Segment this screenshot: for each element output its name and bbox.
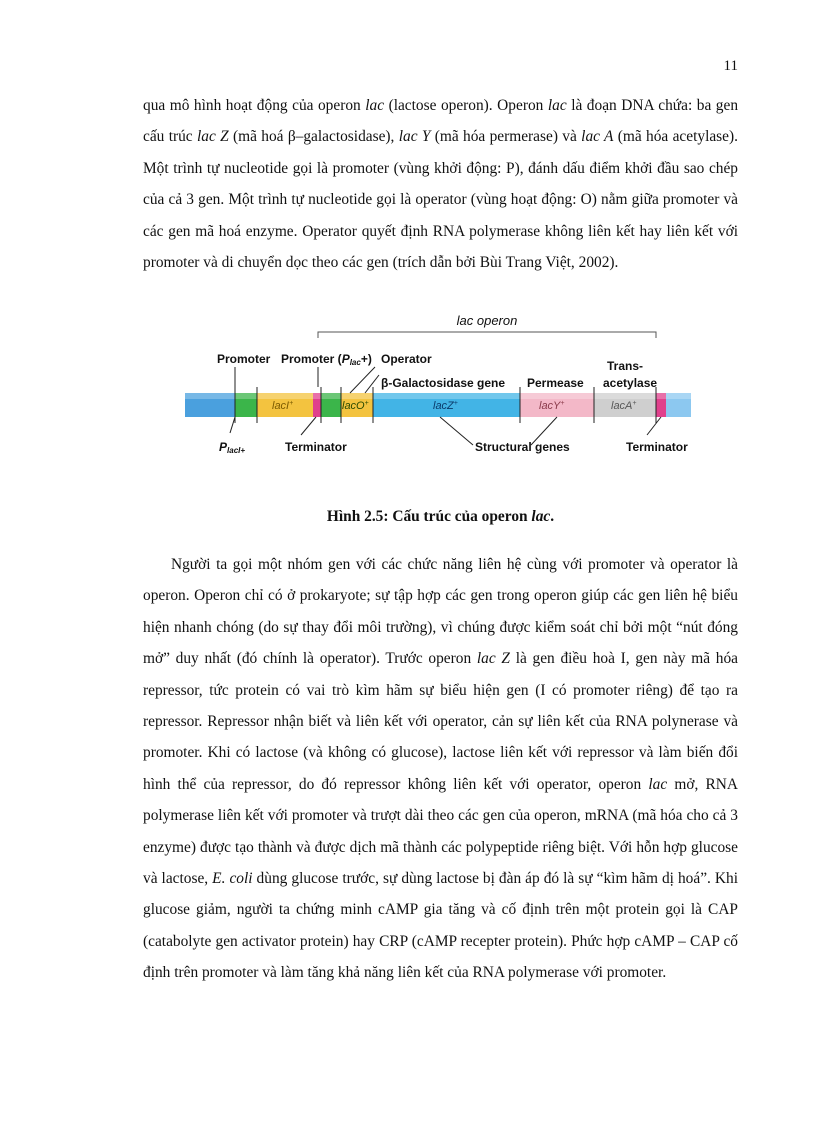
- text-run: dùng glucose trước, sự dùng lactose bị đàn áp đó là sự “kìm hãm dị hoá”. Khi glucose giảm, người ta chứng minh cAMP gia tăng và cố định trên một protein gọi là CAP (catabolyte gen activator protein) hay CRP (cAMP recepter protein). Phức hợp cAMP – CAP cố định trên promoter và làm tăng khả năng liên kết của RNA polymerase với promoter.: [143, 870, 738, 982]
- italic-text: lac Z: [196, 128, 229, 146]
- italic-text: lac Z: [476, 650, 510, 668]
- text-run: (mã hoá β–galactosidase),: [228, 128, 399, 146]
- operon-title: lac operon: [456, 313, 518, 328]
- text-run: Người ta gọi một nhóm gen với các chức năng liên hệ cùng với promoter và operator là operon. Operon chỉ có ở prokaryote; sự tập hợp các gen trong operon giúp các gen liên hệ biểu hiện nhanh chóng (do sự thay đổi môi trường), vì chúng được kiểm soát chỉ bởi một “nút đóng mở” duy nhất (đó chính là operator). Trước operon: [143, 556, 738, 668]
- italic-text: E. coli: [212, 870, 253, 888]
- promoter2-label: Promoter (Plac+): [281, 352, 372, 367]
- laca-label: lacA+: [611, 400, 637, 412]
- figure-caption: [143, 508, 738, 526]
- paragraph-1: [143, 90, 738, 278]
- operon-bracket: [318, 332, 656, 338]
- italic-text: lac A: [581, 128, 614, 146]
- italic-text: lac: [648, 775, 668, 793]
- caption-period: .: [550, 508, 555, 525]
- terminator2-label: Terminator: [626, 440, 688, 454]
- beta-gal-label: β-Galactosidase gene: [381, 376, 506, 390]
- structural-genes-label: Structural genes: [475, 440, 570, 454]
- text-run: (lactose operon). Operon: [384, 97, 548, 114]
- page-number: 11: [723, 58, 738, 74]
- lac-operon-figure: [175, 305, 705, 480]
- text-run: (mã hóa permerase) và: [430, 128, 582, 146]
- placi-label: PlacI+: [219, 440, 246, 455]
- permease-label: Permease: [527, 376, 584, 390]
- italic-text: lac: [547, 97, 567, 114]
- operator-label: Operator: [381, 352, 432, 366]
- caption-italic: lac: [531, 508, 551, 525]
- trans-label: Trans-: [607, 359, 644, 373]
- caption-text: Hình 2.5: Cấu trúc của operon: [326, 508, 532, 525]
- paragraph-2: [143, 549, 738, 989]
- laci-label: lacI+: [272, 400, 294, 412]
- italic-text: lac Y: [398, 128, 431, 146]
- text-run: là gen điều hoà I, gen này mã hóa repressor, tức protein có vai trò kìm hãm sự biểu hiện gen (I có promoter riêng) để tạo ra repressor. Repressor nhận biết và liên kết với operator, cản sự liên kết của RNA polynerase và promoter. Khi có lactose (và không có glucose), lactose liên kết với repressor và làm biến đổi hình thể của repressor, do đó repressor không liên kết với operator, operon: [143, 650, 738, 793]
- text-run: qua mô hình hoạt động của operon: [143, 97, 366, 114]
- promoter1-label: Promoter: [217, 352, 271, 366]
- italic-text: lac: [365, 97, 385, 114]
- lacz-label: lacZ+: [433, 400, 458, 412]
- laco-label: lacO+: [342, 400, 369, 412]
- lacy-label: lacY+: [539, 400, 565, 412]
- acetylase-label: acetylase: [603, 376, 658, 390]
- text-run: mở, RNA polymerase liên kết với promoter và trượt dài theo các gen của operon, mRNA (mã hóa cho cả 3 enzyme) được tạo thành và được dịch mã thành các polypeptide riêng biệt. Với hỗn hợp glucose và lactose,: [143, 775, 738, 888]
- text-run: (mã hóa acetylase). Một trình tự nucleotide gọi là promoter (vùng khởi động: P), đánh dấu điểm khởi đầu sao chép của cả 3 gen. Một trình tự nucleotide gọi là operator (vùng hoạt động: O) nằm giữa promoter và các gen mã hoá enzyme. Operator quyết định RNA polymerase không liên kết hay liên kết với promoter và di chuyển dọc theo các gen (trích dẫn bởi Bùi Trang Việt, 2002).: [143, 128, 738, 272]
- text-run: là đoạn DNA chứa: ba gen cấu trúc: [143, 97, 739, 146]
- terminator1-label: Terminator: [285, 440, 347, 454]
